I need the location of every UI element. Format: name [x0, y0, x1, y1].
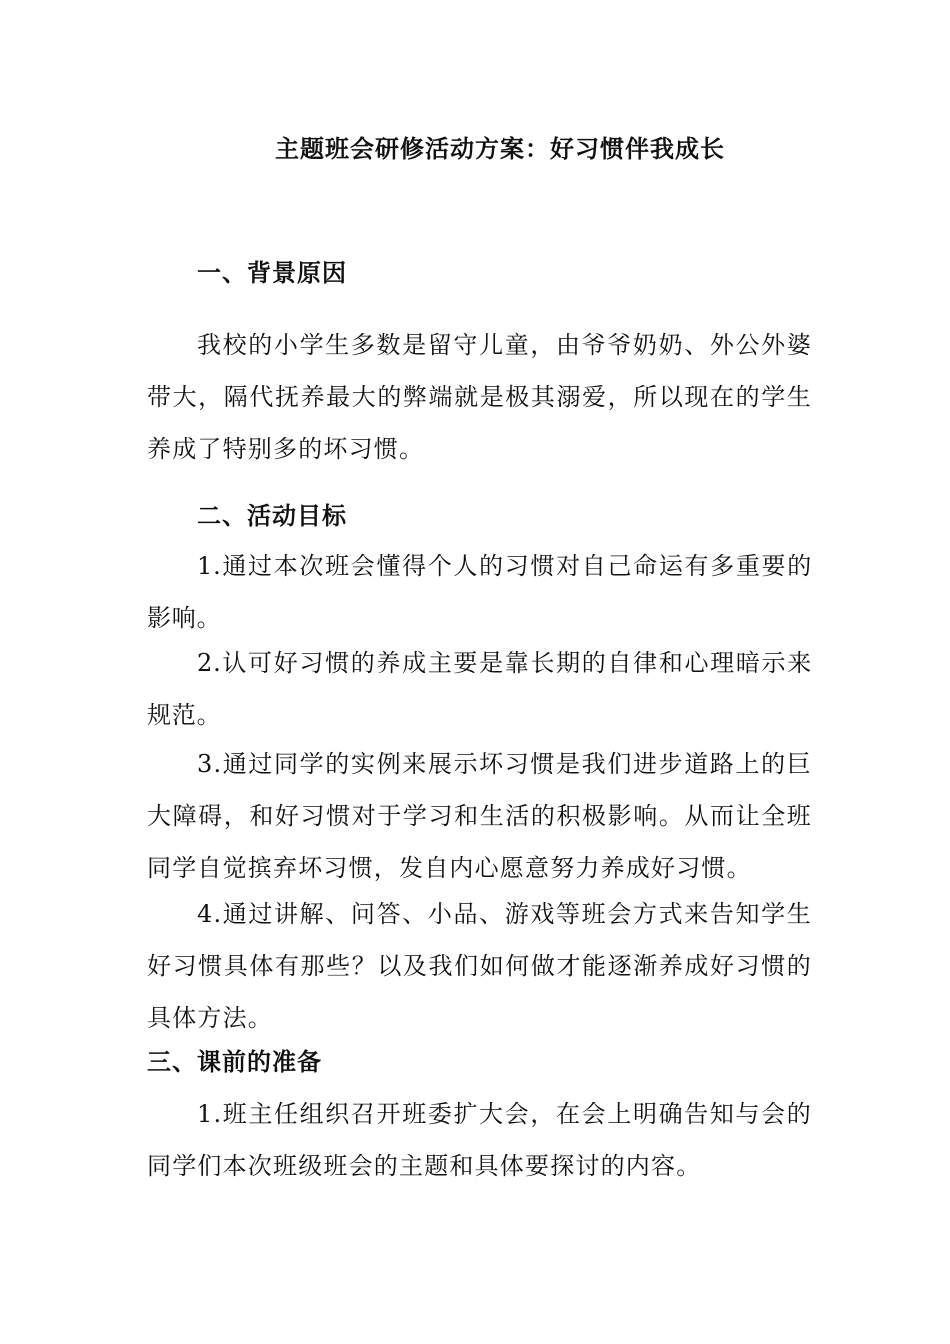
document-title: 主题班会研修活动方案：好习惯伴我成长 [275, 134, 725, 163]
section-heading-background: 一、背景原因 [197, 258, 347, 287]
paragraph-goal-3: 3.通过同学的实例来展示坏习惯是我们进步道路上的巨大障碍，和好习惯对于学习和生活的积极影响。从而让全班同学自觉摈弃坏习惯，发自内心愿意努力养成好习惯。 [147, 750, 812, 882]
paragraph-goal-4: 4.通过讲解、问答、小品、游戏等班会方式来告知学生好习惯具体有那些？以及我们如何做才能逐渐养成好习惯的具体方法。 [147, 900, 812, 1032]
paragraph-background: 我校的小学生多数是留守儿童，由爷爷奶奶、外公外婆带大，隔代抚养最大的弊端就是极其溺爱，所以现在的学生养成了特别多的坏习惯。 [147, 331, 812, 463]
section-heading-preparation: 三、课前的准备 [147, 1047, 322, 1076]
paragraph-goal-2: 2.认可好习惯的养成主要是靠长期的自律和心理暗示来规范。 [147, 649, 812, 729]
section-heading-goals: 二、活动目标 [197, 501, 347, 530]
paragraph-preparation-1: 1.班主任组织召开班委扩大会，在会上明确告知与会的同学们本次班级班会的主题和具体要探讨的内容。 [147, 1100, 812, 1180]
paragraph-goal-1: 1.通过本次班会懂得个人的习惯对自己命运有多重要的影响。 [147, 552, 812, 632]
